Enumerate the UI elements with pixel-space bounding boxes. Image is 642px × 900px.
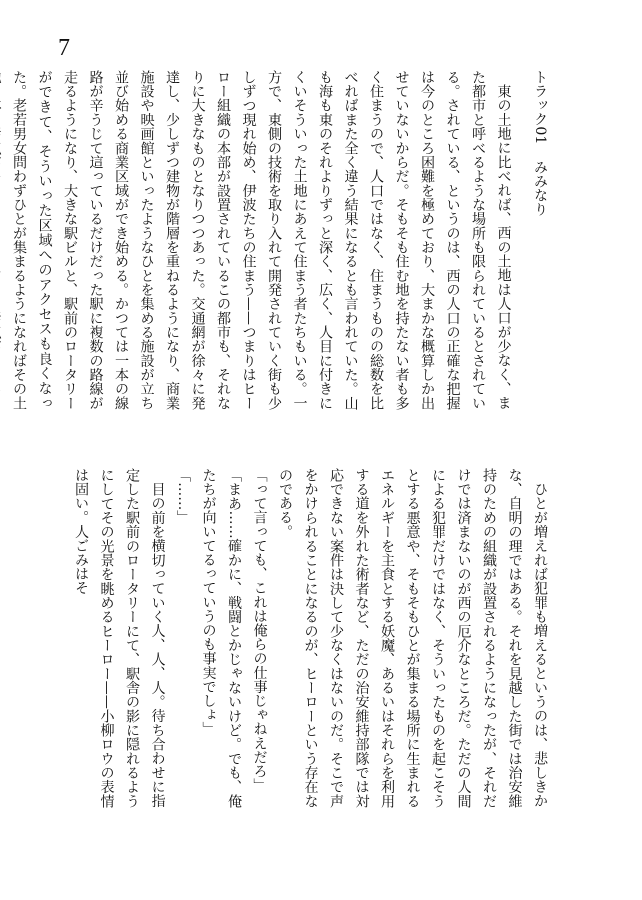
- dialogue-line: 「って言っても、これは俺らの仕事じゃねえだろ」: [251, 468, 268, 793]
- body-paragraph: 東の土地に比べれば、西の土地は人口が少なく、また都市と呼べるような場所も限られているとされている。されている、というのは、西の人口の正確な把握は今のところ困難を極めており、大まかな概算しか出せていないからだ。そもそも住む地を持たない者も多く住まうので、人口ではなく、住まうものの総数を比べればまた全く違う結果になるとも言われていた。山も海も東のそれよりずっと深く、広く、人目に付きにくいそういった土地にあえて住まう者たちもいる。一方で、東側の技術を取り入れて開発されていく街も少しずつ現れ始め、伊波たちの住まう——つまりはヒーロー組織の本部が設置されているこの都市も、それなりに大きなものとなりつつあった。交通網が徐々に発達し、少しずつ建物が階層を重ねるようになり、商業施設や映画館といったようなひとを集める施設が立ち並び始める商業区域ができ始める。かつては一本の線路が辛うじて這っているだけだった駅に複数の路線が走るようになり、大きな駅ビルと、駅前のロータリーができて、そういった区域へのアクセスも良くなった。老若男女問わずひとが集まるようになればその土: [11, 70, 512, 410]
- dialogue-line: 「……」: [175, 468, 191, 525]
- bottom-text-block: [73, 468, 552, 808]
- chapter-heading: [527, 70, 553, 410]
- body-paragraph: ひとが増えれば犯罪も増えるというのは、悲しきかな、自明の理ではある。それを見越した街では治安維持のための組織が設置されるようになったが、それだけでは済まないのが西の厄介なところだ。ただの人間による犯罪だけではなく、そういったものを起こそうとする悪意や、そもそもひとが集まる場所に生まれるエネルギーを主食とする妖魔、あるいはそれらを利用する道を外れた術者など、ただの治安維持部隊では対応できない案件は決して少なくはないのだ。そこで声をかけられることになるのが、ヒーローという存在なのである。: [277, 468, 548, 808]
- top-text-block: [11, 70, 552, 410]
- chapter-title: トラック01: [532, 70, 548, 145]
- chapter-subtitle: みみなり: [532, 159, 548, 217]
- page-number: 7: [58, 35, 70, 61]
- body-paragraph: 目の前を横切っていく人、人、人。待ち合わせに指定した駅前のロータリーにて、駅舎の影に隠れるようにしてその光景を眺めるヒーロー——小柳ロウの表情は固い。人ごみはそ: [73, 468, 166, 808]
- dialogue-line: 「まあ……確かに、戦闘とかじゃないけど。でも、俺たちが向いてるっていうのも事実でしょ」: [200, 468, 242, 808]
